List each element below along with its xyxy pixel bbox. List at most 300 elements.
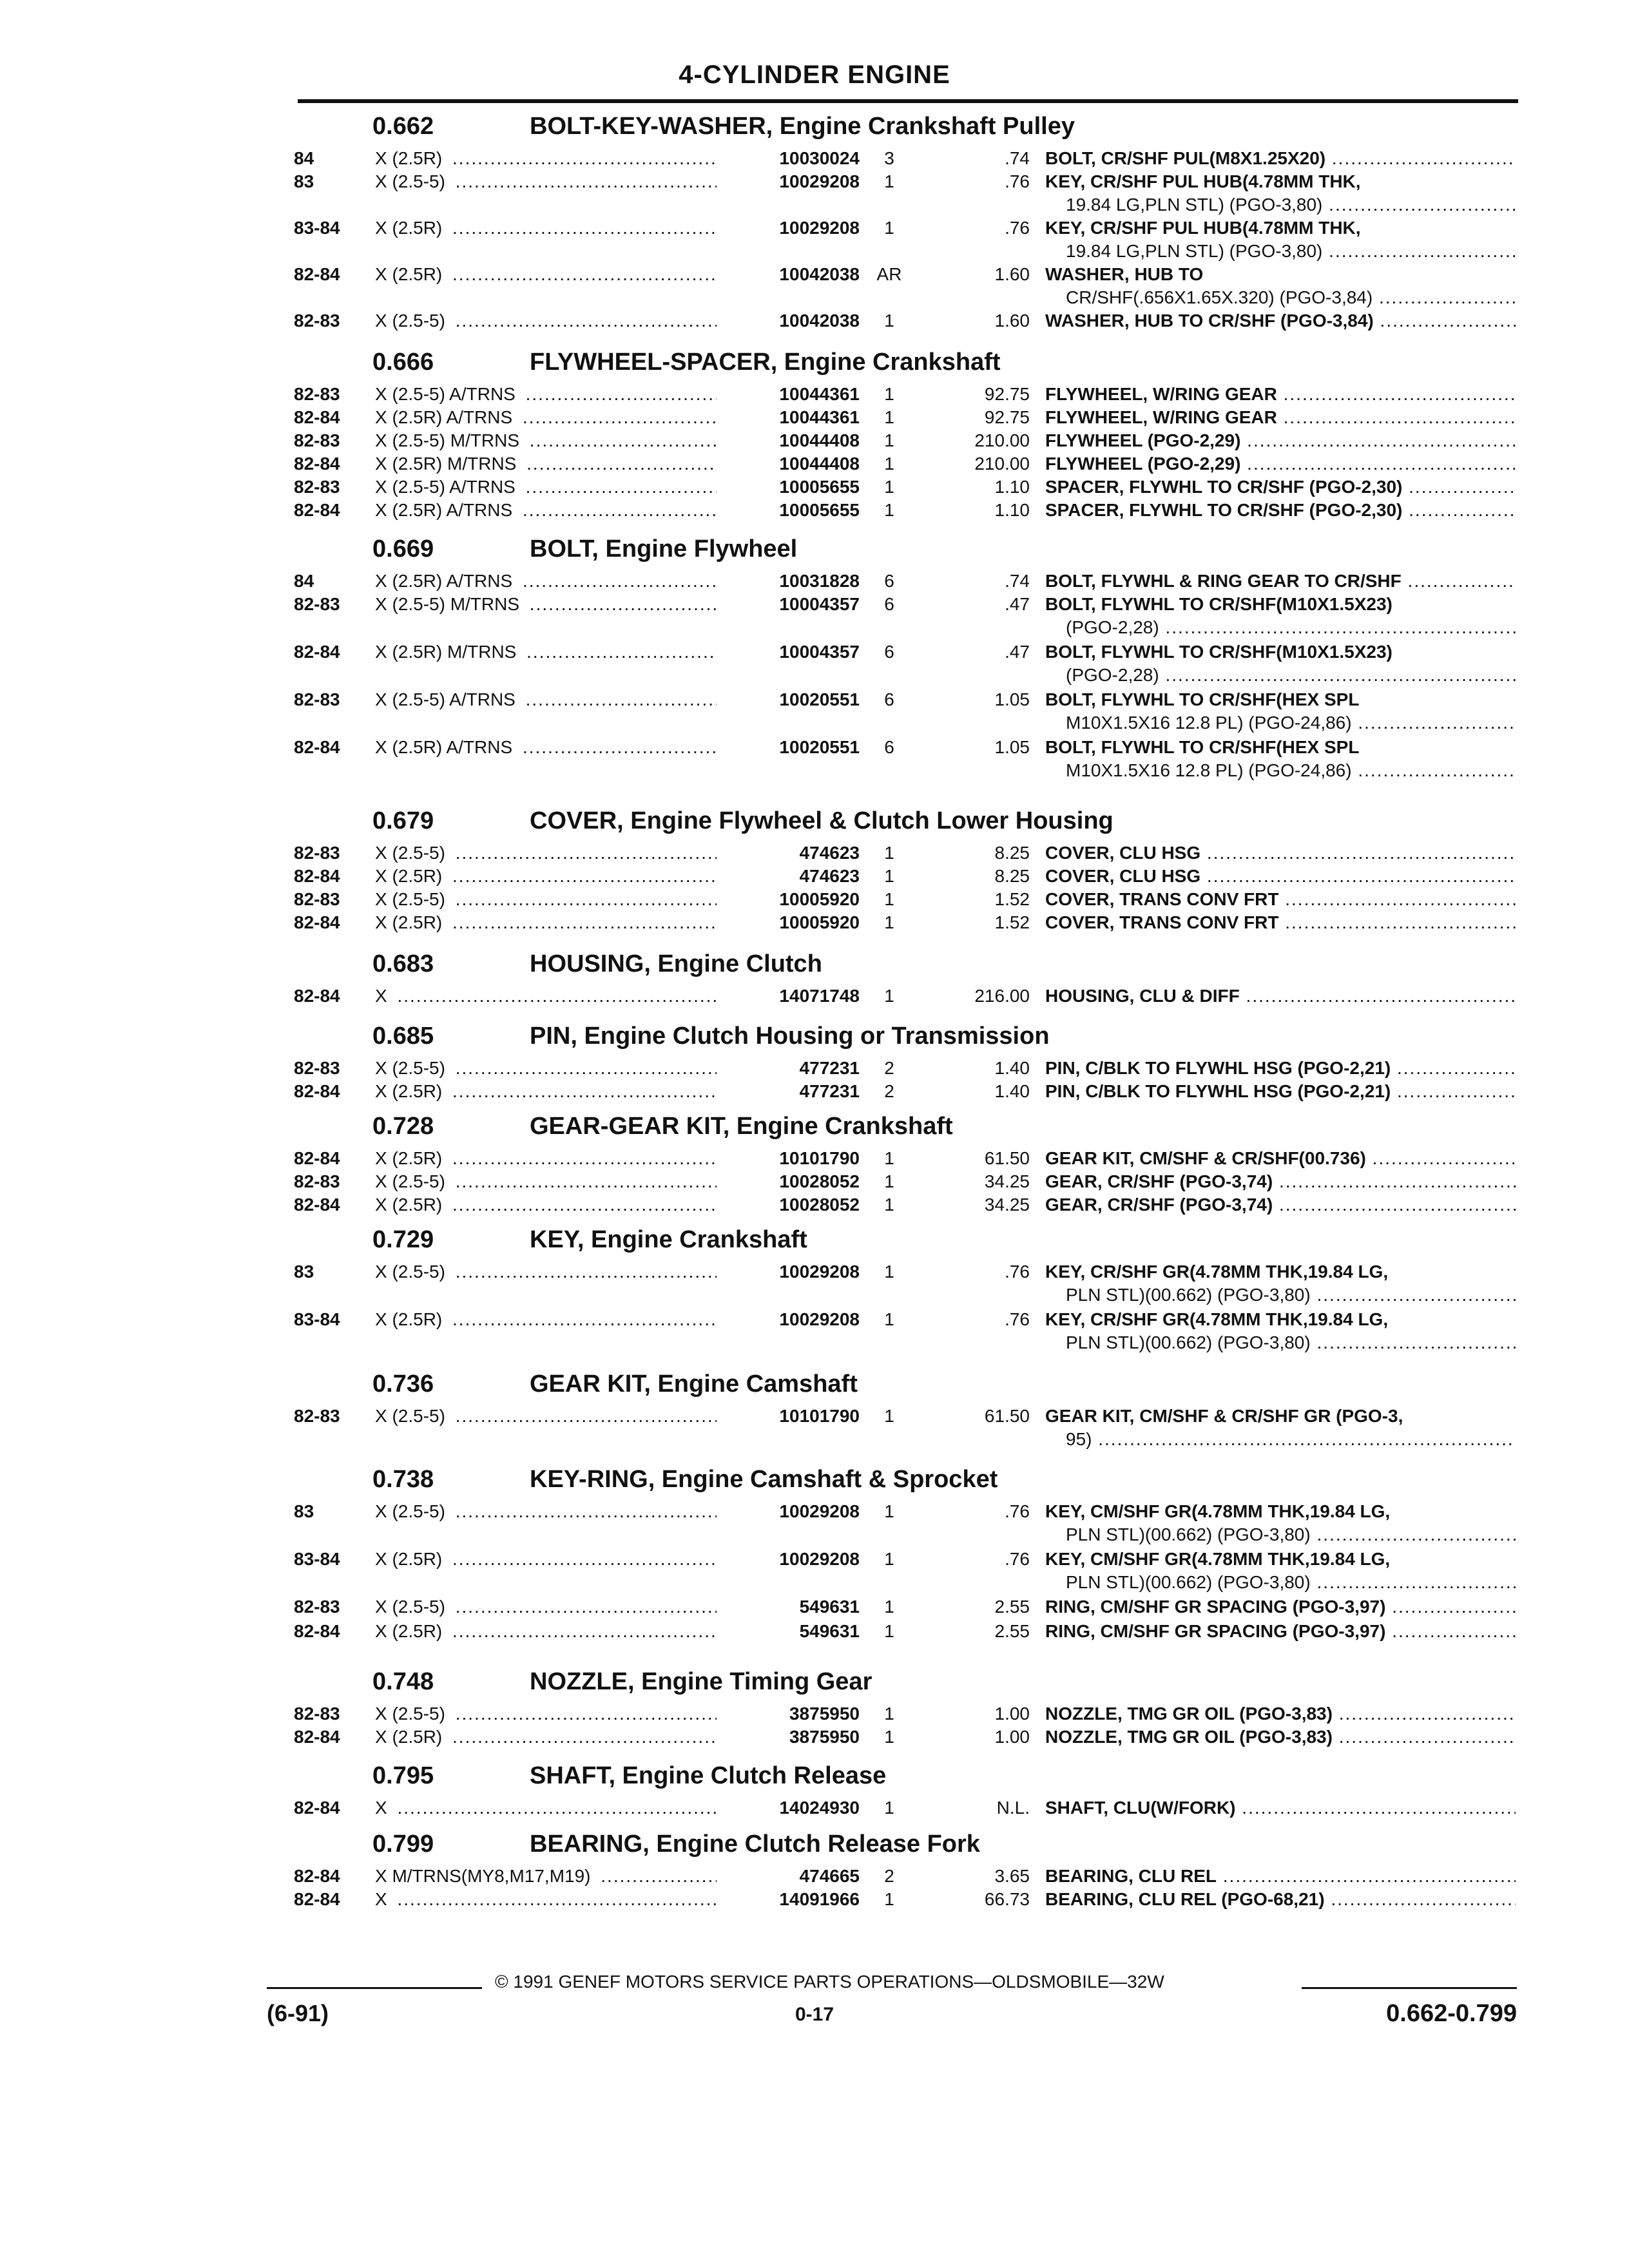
part-number: 3875950 (717, 1702, 860, 1725)
part-row (0, 170, 1629, 216)
model-application-text: X (2.5R) A/TRNS (375, 407, 516, 427)
model-application-text: X (2.5-5) (375, 171, 449, 191)
price: 1.00 (994, 1727, 1030, 1747)
part-number: 10044361 (717, 383, 860, 406)
model-years: 83 (294, 1501, 314, 1521)
section-header (0, 1367, 1629, 1405)
part-description-continued: PLN STL)(00.662) (PGO-3,80) ..... (1066, 1571, 1516, 1594)
part-description (1045, 383, 1516, 406)
section-header (0, 947, 1629, 985)
model-years: 82-83 (294, 1597, 340, 1617)
part-row (0, 1500, 1629, 1546)
price: 2.55 (994, 1597, 1030, 1617)
section-code: 0.728 (372, 1113, 434, 1140)
model-application-text: X (2.5R) A/TRNS (375, 500, 516, 520)
model-application (375, 911, 723, 934)
model-application (375, 1147, 723, 1170)
section-title: HOUSING, Engine Clutch (530, 950, 822, 977)
price: 210.00 (974, 454, 1030, 474)
price: .47 (1005, 642, 1030, 662)
part-row-line (0, 147, 1629, 170)
model-years: 82-84 (294, 1148, 340, 1168)
footer-section-range: 0.662-0.799 (1386, 2000, 1517, 2027)
part-row-line (0, 1595, 1629, 1619)
part-description-text: GEAR KIT, CM/SHF & CR/SHF(00.736) (1045, 1148, 1366, 1168)
part-number: 10004357 (717, 593, 860, 616)
part-row (0, 1080, 1629, 1103)
part-row (0, 911, 1629, 934)
part-description-text: GEAR, CR/SHF (PGO-3,74) (1045, 1195, 1273, 1215)
quantity: 1 (884, 171, 894, 191)
part-description-text: FLYWHEEL (PGO-2,29) (1045, 430, 1241, 450)
price: .47 (1005, 594, 1030, 614)
quantity: 1 (884, 500, 894, 520)
quantity: 3 (884, 148, 894, 168)
description-continuation (0, 193, 1629, 216)
description-continuation (0, 664, 1629, 687)
quantity: 2 (884, 1866, 894, 1886)
part-row (0, 1308, 1629, 1354)
quantity: 1 (884, 1704, 894, 1724)
model-application (375, 1702, 723, 1725)
price: 216.00 (974, 986, 1030, 1006)
part-row (0, 888, 1629, 911)
part-row (0, 1702, 1629, 1725)
parts-section (0, 1665, 1629, 1747)
part-description (1045, 170, 1516, 193)
model-application (375, 865, 723, 888)
section-header (0, 1665, 1629, 1702)
model-years: 82-83 (294, 1058, 340, 1078)
price: 1.60 (994, 311, 1030, 331)
part-row-line (0, 499, 1629, 522)
model-application (375, 1865, 723, 1888)
model-years: 82-84 (294, 866, 340, 886)
price: 8.25 (994, 843, 1030, 863)
part-row (0, 1725, 1629, 1749)
part-description-text: KEY, CM/SHF GR(4.78MM THK,19.84 LG, (1045, 1549, 1391, 1569)
part-description (1045, 1595, 1516, 1619)
part-number: 10005655 (717, 499, 860, 522)
price: 61.50 (984, 1148, 1030, 1168)
part-description-continued: 19.84 LG,PLN STL) (PGO-3,80) ..... (1066, 193, 1516, 216)
model-years: 83 (294, 1262, 314, 1282)
quantity: 2 (884, 1058, 894, 1078)
part-description-continued: 19.84 LG,PLN STL) (PGO-3,80) ..... (1066, 240, 1516, 263)
part-number: 10020551 (717, 688, 860, 711)
part-description-text: SPACER, FLYWHL TO CR/SHF (PGO-2,30) (1045, 500, 1403, 520)
section-header (0, 1223, 1629, 1260)
model-application (375, 1725, 723, 1749)
model-application-text: X (2.5-5) (375, 311, 449, 331)
part-row-line (0, 865, 1629, 888)
part-row-line (0, 888, 1629, 911)
model-years: 82-83 (294, 430, 340, 450)
part-row (0, 640, 1629, 687)
quantity: 1 (884, 1171, 894, 1191)
part-number: 10042038 (717, 263, 860, 286)
price: 92.75 (984, 384, 1030, 404)
section-title: FLYWHEEL-SPACER, Engine Crankshaft (530, 349, 1001, 376)
part-description-text: WASHER, HUB TO (1045, 264, 1204, 284)
part-description-text: KEY, CR/SHF PUL HUB(4.78MM THK, (1045, 218, 1361, 238)
quantity: 1 (884, 1262, 894, 1282)
part-description-text: RING, CM/SHF GR SPACING (PGO-3,97) (1045, 1621, 1386, 1641)
part-description (1045, 406, 1516, 429)
part-row-line (0, 1548, 1629, 1571)
price: 3.65 (994, 1866, 1030, 1886)
model-application (375, 1193, 723, 1216)
model-application (375, 1260, 723, 1283)
model-years: 82-83 (294, 889, 340, 909)
part-number: 10044361 (717, 406, 860, 429)
description-continuation (0, 1523, 1629, 1546)
part-number: 10031828 (717, 570, 860, 593)
model-application-text: X (2.5R) M/TRNS (375, 642, 520, 662)
part-row (0, 841, 1629, 865)
model-years: 82-84 (294, 1798, 340, 1818)
part-row (0, 147, 1629, 170)
model-application-text: X (2.5R) (375, 1621, 446, 1641)
model-application (375, 499, 723, 522)
part-number: 10029208 (717, 1308, 860, 1331)
model-application-text: X (2.5R) (375, 1148, 446, 1168)
model-years: 82-84 (294, 1081, 340, 1101)
section-code: 0.729 (372, 1226, 434, 1253)
model-application (375, 1548, 723, 1571)
price: .76 (1005, 171, 1030, 191)
model-application-text: X (2.5-5) (375, 843, 449, 863)
quantity: 1 (884, 430, 894, 450)
description-continuation (0, 1428, 1629, 1451)
parts-section (0, 1367, 1629, 1449)
model-application (375, 736, 723, 759)
section-header (0, 1463, 1629, 1500)
quantity: 2 (884, 1081, 894, 1101)
model-application-text: X (2.5R) (375, 1081, 446, 1101)
part-row-line (0, 476, 1629, 499)
part-number: 10029208 (717, 1500, 860, 1523)
part-row (0, 476, 1629, 499)
part-description-text: BOLT, FLYWHL TO CR/SHF(HEX SPL (1045, 689, 1360, 709)
price: 1.05 (994, 737, 1030, 757)
part-row-line (0, 1147, 1629, 1170)
part-row (0, 383, 1629, 406)
part-row-line (0, 406, 1629, 429)
section-title: SHAFT, Engine Clutch Release (530, 1762, 887, 1789)
part-description-continued: (PGO-2,28) ..... (1066, 616, 1516, 639)
part-description-text: COVER, TRANS CONV FRT (1045, 889, 1279, 909)
quantity: 1 (884, 454, 894, 474)
model-application-text: X (2.5-5) (375, 1262, 449, 1282)
part-description-text: BOLT, FLYWHL TO CR/SHF(M10X1.5X23) (1045, 642, 1393, 662)
price: 1.52 (994, 912, 1030, 932)
part-number: 10044408 (717, 452, 860, 476)
part-row (0, 1865, 1629, 1888)
model-application-text: X (2.5-5) (375, 1501, 449, 1521)
part-row-line (0, 1865, 1629, 1888)
part-row-line (0, 911, 1629, 934)
model-application (375, 383, 723, 406)
part-description (1045, 640, 1516, 664)
part-description-text: NOZZLE, TMG GR OIL (PGO-3,83) (1045, 1704, 1333, 1724)
quantity: 1 (884, 843, 894, 863)
parts-section (0, 1223, 1629, 1352)
part-description-text: KEY, CR/SHF GR(4.78MM THK,19.84 LG, (1045, 1309, 1389, 1329)
section-title: KEY, Engine Crankshaft (530, 1226, 807, 1253)
quantity: 1 (884, 889, 894, 909)
page-title: 4-CYLINDER ENGINE (679, 61, 950, 89)
part-description-continued: 95) ..... (1066, 1428, 1516, 1451)
model-application (375, 688, 723, 711)
model-application-text: X (2.5R) A/TRNS (375, 737, 516, 757)
section-title: BEARING, Engine Clutch Release Fork (530, 1831, 980, 1858)
parts-section (0, 532, 1629, 780)
part-row (0, 1548, 1629, 1594)
quantity: 1 (884, 1621, 894, 1641)
description-continuation (0, 711, 1629, 735)
footer-page-number: 0-17 (795, 2004, 834, 2025)
model-application-text: X (2.5R) (375, 866, 446, 886)
part-row (0, 1057, 1629, 1080)
description-continuation (0, 240, 1629, 263)
part-description-text: GEAR KIT, CM/SHF & CR/SHF GR (PGO-3, (1045, 1406, 1403, 1426)
part-row (0, 688, 1629, 735)
model-years: 83-84 (294, 1549, 340, 1569)
section-code: 0.748 (372, 1668, 434, 1695)
section-title: NOZZLE, Engine Timing Gear (530, 1668, 872, 1695)
price: .76 (1005, 218, 1030, 238)
part-description-text: SHAFT, CLU(W/FORK) (1045, 1798, 1236, 1818)
quantity: 1 (884, 986, 894, 1006)
quantity: 6 (884, 689, 894, 709)
part-description-text: COVER, CLU HSG (1045, 866, 1201, 886)
model-application-text: X (2.5-5) (375, 1597, 449, 1617)
model-application-text: X (2.5R) (375, 264, 446, 284)
part-row-line (0, 309, 1629, 332)
section-code: 0.799 (372, 1831, 434, 1858)
price: N.L. (996, 1798, 1030, 1818)
section-header (0, 1110, 1629, 1147)
part-description-continued: M10X1.5X16 12.8 PL) (PGO-24,86) ..... (1066, 759, 1516, 782)
price: .74 (1005, 148, 1030, 168)
part-description (1045, 216, 1516, 240)
model-application-text: X (375, 1798, 391, 1818)
section-header (0, 1019, 1629, 1057)
part-number: 10042038 (717, 309, 860, 332)
model-application (375, 1500, 723, 1523)
parts-section (0, 804, 1629, 932)
part-description-text: BOLT, CR/SHF PUL(M8X1.25X20) (1045, 148, 1326, 168)
model-application-text: X (375, 986, 391, 1006)
footer-rule-right (1302, 1987, 1517, 1989)
section-header (0, 110, 1629, 147)
part-description-text: SPACER, FLYWHL TO CR/SHF (PGO-2,30) (1045, 477, 1403, 497)
part-number: 10020551 (717, 736, 860, 759)
part-description (1045, 1865, 1516, 1888)
model-years: 82-83 (294, 311, 340, 331)
part-description (1045, 476, 1516, 499)
part-description-text: WASHER, HUB TO CR/SHF (PGO-3,84) (1045, 311, 1374, 331)
section-header (0, 345, 1629, 383)
part-row (0, 1147, 1629, 1170)
quantity: 1 (884, 1798, 894, 1818)
part-description-text: HOUSING, CLU & DIFF (1045, 986, 1240, 1006)
quantity: 1 (884, 1406, 894, 1426)
part-description (1045, 1193, 1516, 1216)
model-application-text: X (2.5-5) A/TRNS (375, 384, 519, 404)
part-description-text: BOLT, FLYWHL & RING GEAR TO CR/SHF (1045, 571, 1402, 591)
part-row (0, 1888, 1629, 1911)
model-years: 82-83 (294, 1171, 340, 1191)
part-row-line (0, 216, 1629, 240)
model-application-text: X (2.5-5) M/TRNS (375, 594, 523, 614)
part-number: 10029208 (717, 1548, 860, 1571)
part-description-text: FLYWHEEL, W/RING GEAR (1045, 384, 1277, 404)
part-number: 474623 (717, 841, 860, 865)
model-years: 83 (294, 171, 314, 191)
section-title: PIN, Engine Clutch Housing or Transmission (530, 1023, 1050, 1050)
part-description (1045, 1796, 1516, 1820)
model-years: 82-83 (294, 689, 340, 709)
price: 66.73 (984, 1889, 1030, 1909)
section-title: GEAR-GEAR KIT, Engine Crankshaft (530, 1113, 953, 1140)
model-years: 82-84 (294, 986, 340, 1006)
model-years: 84 (294, 571, 314, 591)
part-row-line (0, 452, 1629, 476)
model-years: 82-83 (294, 477, 340, 497)
price: 2.55 (994, 1621, 1030, 1641)
part-description (1045, 1260, 1516, 1283)
part-description (1045, 736, 1516, 759)
part-description (1045, 1080, 1516, 1103)
price: 92.75 (984, 407, 1030, 427)
part-description (1045, 1308, 1516, 1331)
quantity: 1 (884, 1597, 894, 1617)
model-application (375, 1796, 723, 1820)
price: 1.60 (994, 264, 1030, 284)
quantity: 6 (884, 737, 894, 757)
section-code: 0.662 (372, 113, 434, 140)
quantity: 1 (884, 1889, 894, 1909)
quantity: 1 (884, 1549, 894, 1569)
part-row (0, 1260, 1629, 1307)
part-row-line (0, 383, 1629, 406)
part-row-line (0, 263, 1629, 286)
part-description-text: KEY, CR/SHF GR(4.78MM THK,19.84 LG, (1045, 1262, 1389, 1282)
part-description (1045, 865, 1516, 888)
model-years: 82-83 (294, 1704, 340, 1724)
part-row-line (0, 429, 1629, 452)
model-application-text: X (2.5R) (375, 1549, 446, 1569)
section-title: BOLT-KEY-WASHER, Engine Crankshaft Pulley (530, 113, 1075, 140)
part-row (0, 985, 1629, 1008)
part-row (0, 406, 1629, 429)
section-title: GEAR KIT, Engine Camshaft (530, 1370, 858, 1398)
part-row-line (0, 170, 1629, 193)
part-description (1045, 1500, 1516, 1523)
model-application-text: X (2.5R) A/TRNS (375, 571, 516, 591)
model-application (375, 1057, 723, 1080)
section-code: 0.666 (372, 349, 434, 376)
part-number: 14071748 (717, 985, 860, 1008)
quantity: 1 (884, 1309, 894, 1329)
parts-section (0, 1463, 1629, 1641)
part-description-text: RING, CM/SHF GR SPACING (PGO-3,97) (1045, 1597, 1386, 1617)
section-code: 0.795 (372, 1762, 434, 1789)
model-application (375, 1888, 723, 1911)
section-code: 0.669 (372, 535, 434, 562)
model-application (375, 888, 723, 911)
part-row-line (0, 1405, 1629, 1428)
footer-copyright: © 1991 GENEF MOTORS SERVICE PARTS OPERATIONS—OLDSMOBILE—32W (495, 1972, 1164, 1992)
part-row-line (0, 1500, 1629, 1523)
model-application (375, 1620, 723, 1643)
price: 210.00 (974, 430, 1030, 450)
model-application-text: X (2.5R) (375, 912, 446, 932)
model-years: 84 (294, 148, 314, 168)
part-row (0, 1193, 1629, 1216)
model-application (375, 429, 723, 452)
price: 8.25 (994, 866, 1030, 886)
part-row (0, 452, 1629, 476)
part-row-line (0, 1725, 1629, 1749)
part-description-continued: PLN STL)(00.662) (PGO-3,80) ..... (1066, 1331, 1516, 1354)
part-number: 10005920 (717, 911, 860, 934)
part-description-text: BOLT, FLYWHL TO CR/SHF(M10X1.5X23) (1045, 594, 1393, 614)
description-continuation (0, 286, 1629, 309)
model-years: 82-84 (294, 1195, 340, 1215)
quantity: 1 (884, 866, 894, 886)
part-row (0, 216, 1629, 263)
parts-section (0, 1110, 1629, 1215)
model-application (375, 1080, 723, 1103)
quantity: 1 (884, 912, 894, 932)
section-header (0, 804, 1629, 841)
model-years: 82-83 (294, 843, 340, 863)
part-description-continued: PLN STL)(00.662) (PGO-3,80) ..... (1066, 1283, 1516, 1307)
model-years: 82-84 (294, 1727, 340, 1747)
part-description-text: COVER, CLU HSG (1045, 843, 1201, 863)
model-application-text: X M/TRNS(MY8,M17,M19) (375, 1866, 595, 1886)
quantity: AR (876, 264, 902, 284)
quantity: 1 (884, 1195, 894, 1215)
part-description (1045, 985, 1516, 1008)
model-application (375, 216, 723, 240)
part-description-text: BEARING, CLU REL (PGO-68,21) (1045, 1889, 1325, 1909)
part-row (0, 1405, 1629, 1451)
part-row-line (0, 1620, 1629, 1643)
part-row (0, 1796, 1629, 1820)
model-application-text: X (2.5-5) M/TRNS (375, 430, 523, 450)
model-years: 82-84 (294, 912, 340, 932)
parts-section (0, 1827, 1629, 1909)
section-title: KEY-RING, Engine Camshaft & Sprocket (530, 1466, 998, 1493)
part-description (1045, 888, 1516, 911)
part-description-continued: PLN STL)(00.662) (PGO-3,80) ..... (1066, 1523, 1516, 1546)
model-application (375, 406, 723, 429)
model-application (375, 309, 723, 332)
part-description (1045, 688, 1516, 711)
model-years: 82-84 (294, 1621, 340, 1641)
parts-section (0, 110, 1629, 331)
part-number: 549631 (717, 1595, 860, 1619)
price: .74 (1005, 571, 1030, 591)
model-application-text: X (2.5R) (375, 1195, 446, 1215)
model-years: 82-83 (294, 1406, 340, 1426)
part-description (1045, 309, 1516, 332)
model-years: 82-84 (294, 454, 340, 474)
